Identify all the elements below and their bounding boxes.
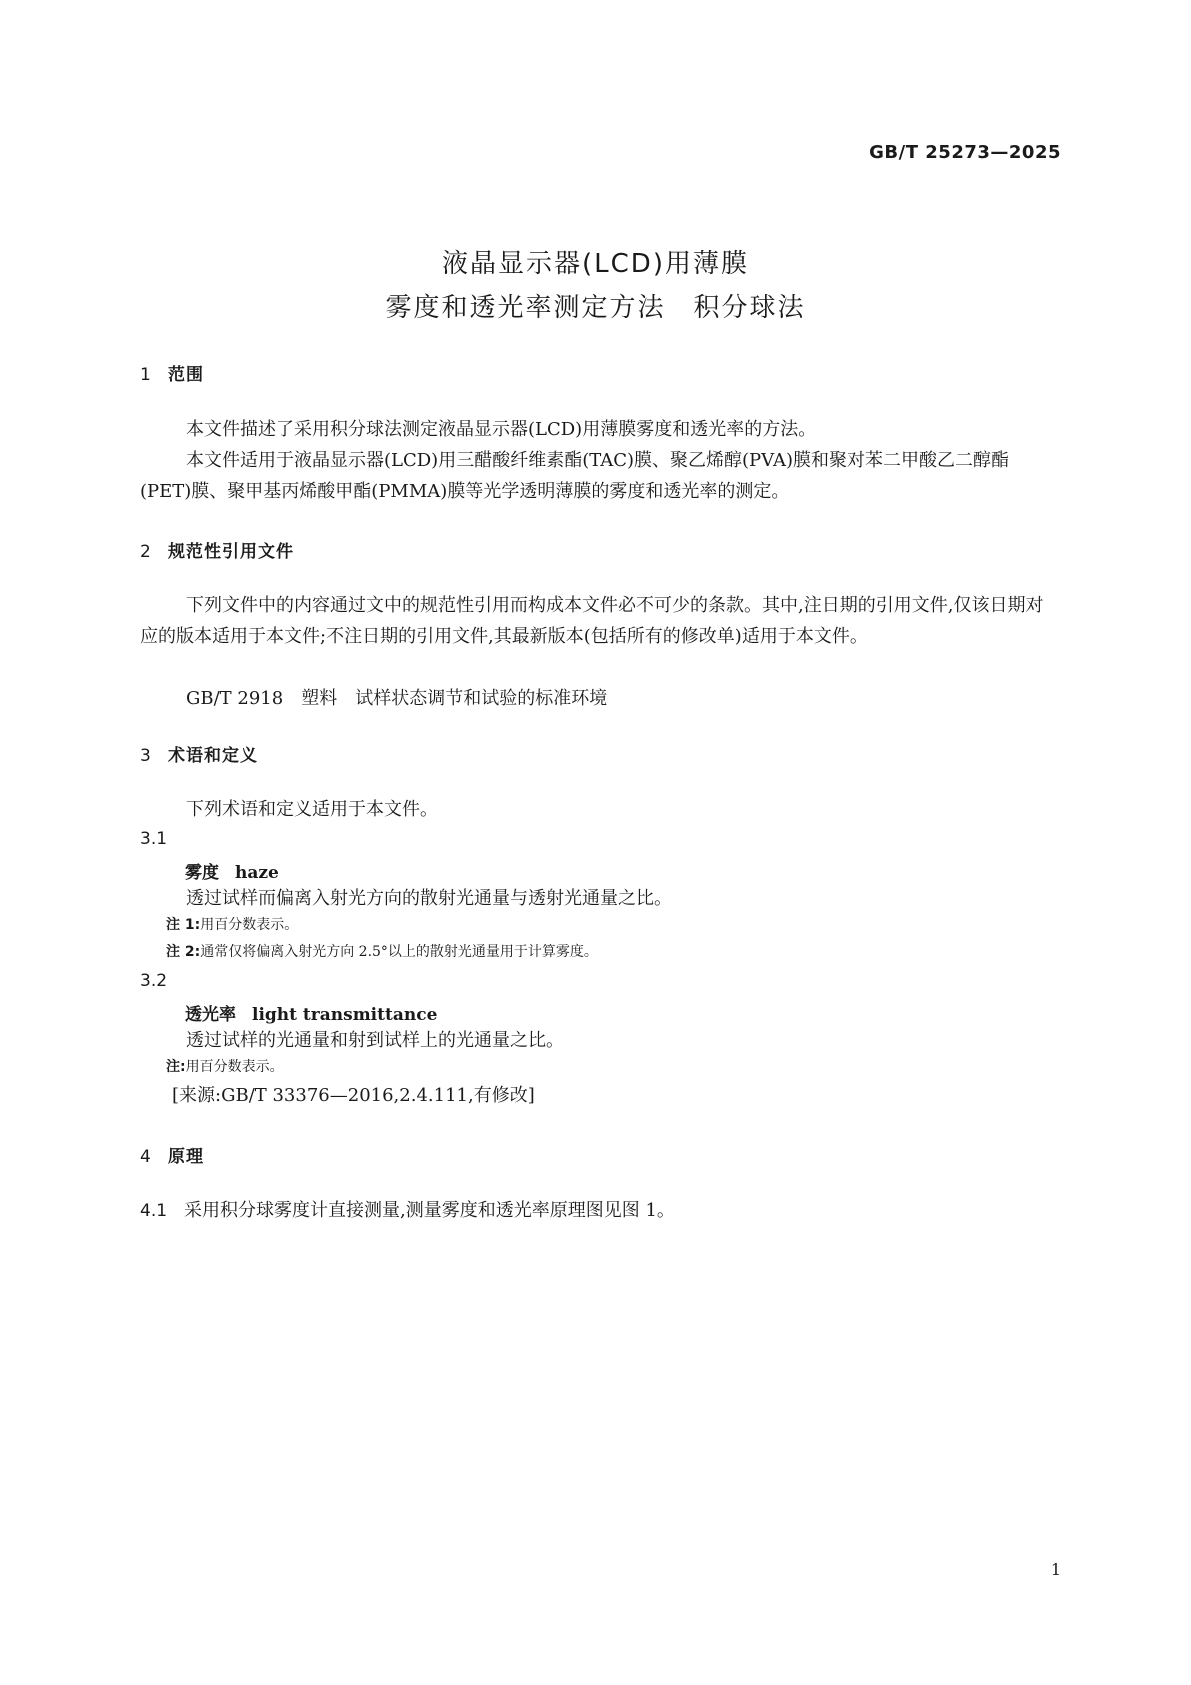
clause-4-1	[140, 1196, 675, 1222]
term-3-2-number: 3.2	[140, 971, 168, 991]
term-3-1-en: haze	[235, 863, 279, 883]
term-3-1-note-1	[166, 914, 298, 934]
document-title-line-1: 液晶显示器(LCD)用薄膜	[442, 249, 749, 279]
section-2-title: 规范性引用文件	[168, 542, 294, 562]
note-2-label: 注 2:	[166, 944, 201, 960]
term-3-2-heading	[185, 1000, 437, 1025]
section-1-paragraph-2	[140, 445, 1052, 507]
clause-4-1-text: 采用积分球雾度计直接测量,测量雾度和透光率原理图见图 1。	[184, 1200, 675, 1221]
section-4-number: 4	[140, 1147, 152, 1167]
section-1-p2-text: 本文件适用于液晶显示器(LCD)用三醋酸纤维素酯(TAC)膜、聚乙烯醇(PVA)膜和聚对苯二甲酸乙二醇酯(PET)膜、聚甲基丙烯酸甲酯(PMMA)膜等光学透明薄膜的雾度和透光率的测定。	[140, 450, 1009, 502]
term-3-2-definition: 透过试样的光通量和射到试样上的光通量之比。	[186, 1030, 564, 1051]
clause-4-1-number: 4.1	[140, 1201, 168, 1221]
term-3-2-source: [来源:GB/T 33376—2016,2.4.111,有修改]	[172, 1085, 535, 1106]
section-3-heading	[140, 741, 258, 766]
section-1-heading	[140, 360, 204, 385]
section-2-paragraph-1	[140, 590, 1052, 652]
term-3-1-definition: 透过试样而偏离入射光方向的散射光通量与透射光通量之比。	[186, 888, 672, 909]
section-3-number: 3	[140, 746, 152, 766]
section-4-heading	[140, 1142, 204, 1167]
section-2-number: 2	[140, 542, 152, 562]
section-2-p1-text: 下列文件中的内容通过文中的规范性引用而构成本文件必不可少的条款。其中,注日期的引用文件,仅该日期对应的版本适用于本文件;不注日期的引用文件,其最新版本(包括所有的修改单)适用于本文件。	[140, 595, 1044, 647]
section-1-paragraph-1	[140, 414, 1052, 445]
section-1-p1-text: 本文件描述了采用积分球法测定液晶显示器(LCD)用薄膜雾度和透光率的方法。	[186, 419, 817, 440]
term-3-2-note	[166, 1056, 284, 1076]
normative-reference: GB/T 2918 塑料 试样状态调节和试验的标准环境	[186, 688, 608, 709]
term-3-1-zh: 雾度	[185, 863, 219, 883]
page-number: 1	[1050, 1560, 1061, 1579]
note-1-text: 用百分数表示。	[200, 917, 299, 933]
term-3-1-number: 3.1	[140, 829, 168, 849]
section-1-title: 范围	[168, 365, 204, 385]
standard-code: GB/T 25273—2025	[869, 142, 1061, 163]
section-4-title: 原理	[168, 1147, 204, 1167]
document-title-line-2: 雾度和透光率测定方法 积分球法	[385, 293, 806, 323]
term-3-2-en: light transmittance	[252, 1005, 438, 1025]
term-3-2-zh: 透光率	[185, 1005, 236, 1025]
term-3-1-note-2	[166, 941, 598, 961]
note-label: 注:	[166, 1059, 186, 1075]
note-2-text: 通常仅将偏离入射光方向 2.5°以上的散射光通量用于计算雾度。	[200, 944, 598, 960]
section-3-intro: 下列术语和定义适用于本文件。	[186, 799, 438, 820]
note-1-label: 注 1:	[166, 917, 201, 933]
section-2-heading	[140, 537, 294, 562]
section-3-title: 术语和定义	[168, 746, 258, 766]
note-text: 用百分数表示。	[185, 1059, 284, 1075]
section-1-number: 1	[140, 365, 152, 385]
term-3-1-heading	[185, 858, 279, 883]
